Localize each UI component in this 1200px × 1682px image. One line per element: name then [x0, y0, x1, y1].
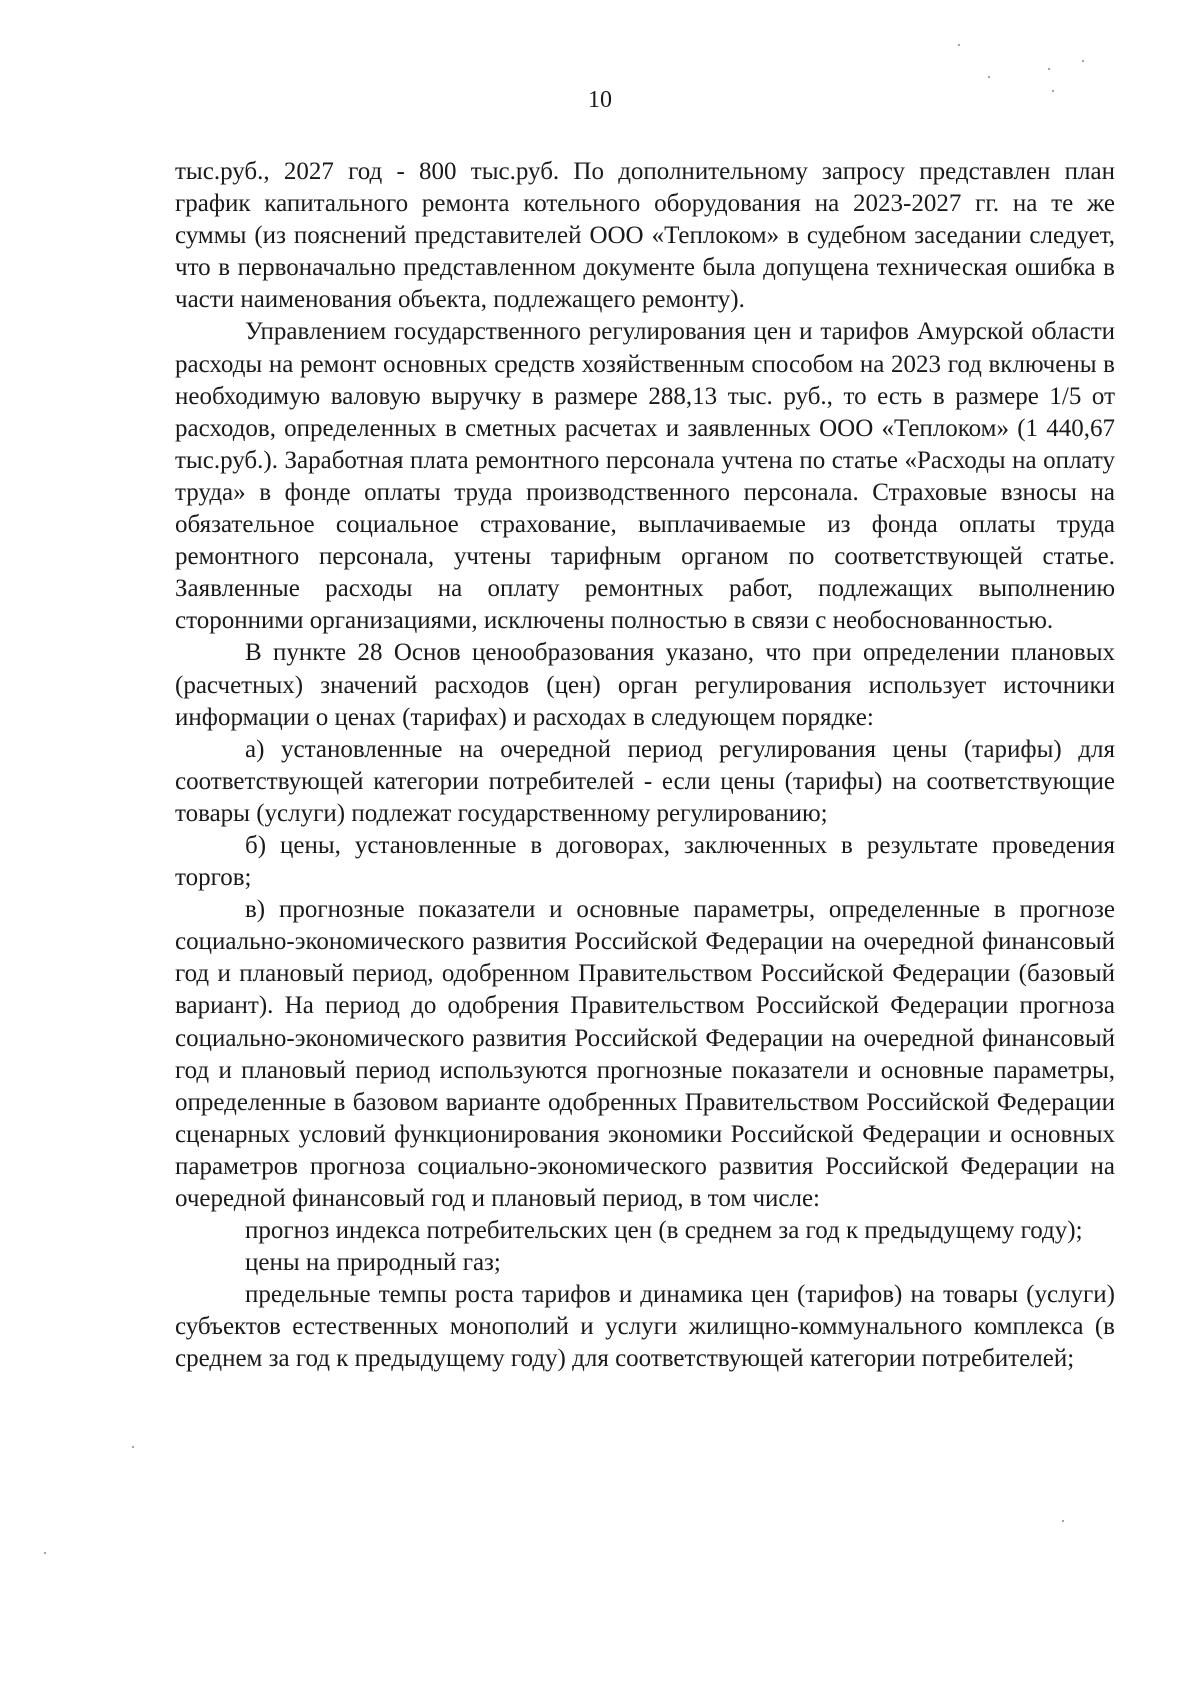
paragraph-pricing-basics: В пункте 28 Основ ценообразования указано, что при определении плановых (расчетных) значений расходов (цен) орган регулирования использует источники информации о ценах (тарифах) и расходах в следующем порядке:	[175, 639, 1115, 731]
sub-item-tariff-growth: предельные темпы роста тарифов и динамика цен (тарифов) на товары (услуги) субъектов естественных монополий и услуги жилищно-коммунального комплекса (в среднем за год к предыдущему году) для соответствующей категории потребителей;	[175, 1281, 1115, 1373]
paragraph-repair-costs: Управлением государственного регулирования цен и тарифов Амурской области расходы на ремонт основных средств хозяйственным способом на 2023 год включены в необходимую валовую выручку в размере 288,13 тыс. руб., то есть в размере 1/5 от расходов, определенных в сметных расчетах и заявленных ООО «Теплоком» (1 440,67 тыс.руб.). Заработная плата ремонтного персонала учтена по статье «Расходы на оплату труда» в фонде оплаты труда производственного персонала. Страховые взносы на обязательное социальное страхование, выплачиваемые из фонда оплаты труда ремонтного персонала, учтены тарифным органом по соответствующей статье. Заявленные расходы на оплату ремонтных работ, подлежащих выполнению сторонними организациями, исключены полностью в связи с необоснованностью.	[175, 318, 1115, 635]
document-text	[175, 156, 1115, 1376]
scan-speck	[1052, 90, 1054, 92]
scan-speck	[988, 76, 990, 78]
page-number: 10	[588, 87, 612, 113]
scan-speck	[1048, 68, 1050, 70]
scan-speck	[44, 1552, 46, 1554]
scan-speck	[1082, 60, 1084, 62]
paragraph-continuation: тыс.руб., 2027 год - 800 тыс.руб. По дополнительному запросу представлен план график капитального ремонта котельного оборудования на 2023-2027 гг. на те же суммы (из пояснений представителей ООО «Теплоком» в судебном заседании следует, что в первоначально представленном документе была допущена техническая ошибка в части наименования объекта, подлежащего ремонту).	[175, 158, 1115, 314]
scan-speck	[1062, 1520, 1064, 1522]
list-item-a: а) установленные на очередной период регулирования цены (тарифы) для соответствующей категории потребителей - если цены (тарифы) на соответствующие товары (услуги) подлежат государственному регулированию;	[175, 735, 1115, 827]
scan-speck	[132, 1446, 134, 1448]
sub-item-gas-prices: цены на природный газ;	[245, 1249, 501, 1277]
scan-speck	[958, 44, 960, 46]
list-item-c: в) прогнозные показатели и основные параметры, определенные в прогнозе социально-экономического развития Российской Федерации на очередной финансовый год и плановый период, одобренном Правительством Российской Федерации (базовый вариант). На период до одобрения Правительством Российской Федерации прогноза социально-экономического развития Российской Федерации на очередной финансовый год и плановый период используются прогнозные показатели и основные параметры, определенные в базовом варианте одобренных Правительством Российской Федерации сценарных условий функционирования экономики Российской Федерации и основных параметров прогноза социально-экономического развития Российской Федерации на очередной финансовый год и плановый период, в том числе:	[175, 896, 1115, 1212]
sub-item-cpi-forecast: прогноз индекса потребительских цен (в среднем за год к предыдущему году);	[245, 1217, 1083, 1245]
list-item-b: б) цены, установленные в договорах, заключенных в результате проведения торгов;	[175, 831, 1115, 892]
